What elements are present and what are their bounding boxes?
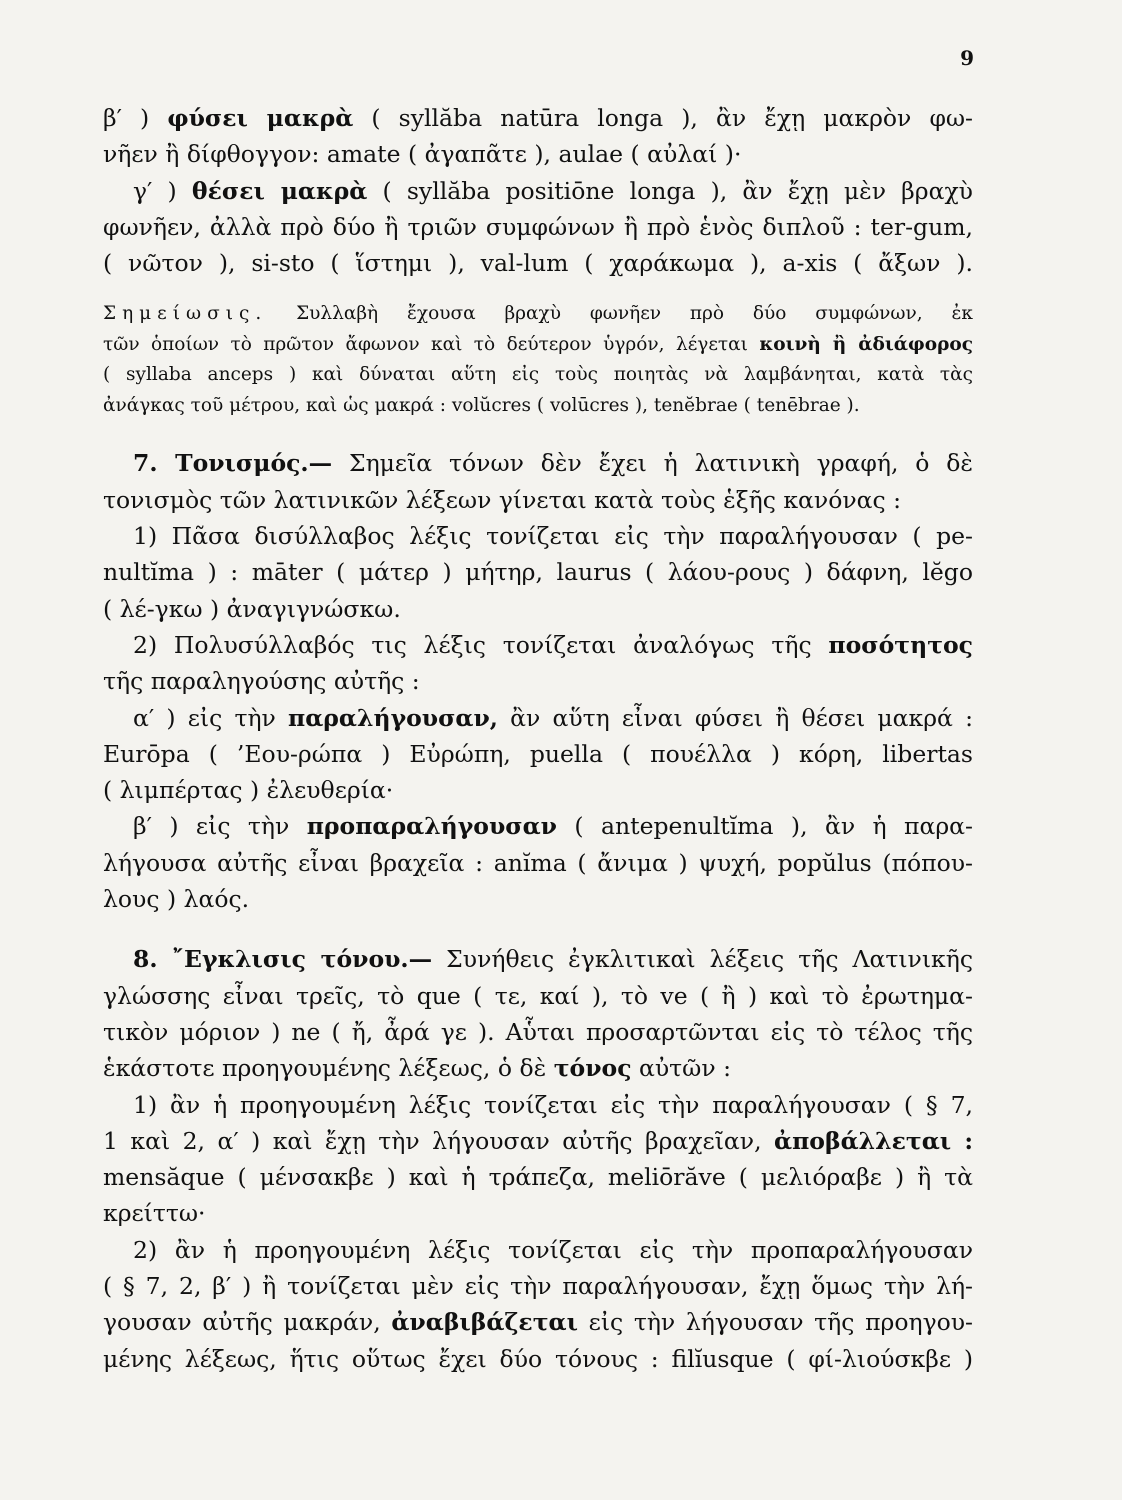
section-7-rule-1-line-1: 1) Πᾶσα δισύλλαβος λέξις τονίζεται εἰς τὴν παραλήγουσαν ( pe- [133,522,973,551]
para-gamma-line-2: φωνῆεν, ἀλλὰ πρὸ δύο ἢ τριῶν συμφώνων ἢ πρὸ ἑνὸς διπλοῦ : ter-gum, [103,212,973,241]
section-7-alpha-line-3: ( λιμπέρτας ) ἐλευθερία· [103,776,394,805]
page-body [103,100,973,1377]
section-7-line-2: τονισμὸς τῶν λατινικῶν λέξεων γίνεται κατὰ τοὺς ἑξῆς κανόνας : [103,485,902,514]
section-8-rule-1-line-2: 1 καὶ 2, α′ ) καὶ ἔχῃ τὴν λήγουσαν αὐτῆς βραχεῖαν, ἀποβάλλεται : [103,1126,973,1155]
para-beta-label: β′ ) [103,104,150,132]
section-7-term-posotitos: ποσότητος [828,630,973,659]
section-8-rule-1-line-4: κρείττω· [103,1199,206,1228]
para-beta-line-2: νῆεν ἢ δίφθογγον: amate ( ἀγαπᾶτε ), aulae ( αὐλαί )· [103,140,742,169]
section-8-term-apovalletai: ἀποβάλλεται : [774,1126,973,1155]
para-gamma-line-3: ( νῶτον ), si-sto ( ἵστημι ), val-lum ( χαράκωμα ), a-xis ( ἄξων ). [103,249,973,278]
note-line-2: τῶν ὁποίων τὸ πρῶτον ἄφωνον καὶ τὸ δεύτερον ὑγρόν, λέγεται κοινὴ ἢ ἀδιάφορος [103,333,973,355]
section-7-rule-1-line-3: ( λέ-γκω ) ἀναγιγνώσκω. [103,594,401,623]
page-number: 9 [960,46,974,70]
para-gamma-label: γ′ ) [133,176,177,205]
section-7-term-paralegousan: παραλήγουσαν, [288,703,498,732]
section-8-rule-2-line-3: γουσαν αὐτῆς μακράν, ἀναβιβάζεται εἰς τὴν λήγουσαν τῆς προηγου- [103,1308,973,1337]
section-7-heading: 7. Τονισμός.— [133,449,333,478]
section-8-rule-1-line-1: 1) ἂν ἡ προηγουμένη λέξις τονίζεται εἰς τὴν παραλήγουσαν ( § 7, [133,1090,973,1119]
section-8-line-1: 8. ῎Eγκλισις τόνου.— Συνήθεις ἐγκλιτικαὶ λέξεις τῆς Λατινικῆς [133,945,973,974]
section-8-rule-2-line-2: ( § 7, 2, β′ ) ἢ τονίζεται μὲν εἰς τὴν παραλήγουσαν, ἔχῃ ὅμως τὴν λή- [103,1272,973,1301]
section-7-alpha-line-2: Eurōpa ( ’Eου-ρώπα ) Εὐρώπη, puella ( πουέλλα ) κόρη, libertas [103,739,973,768]
section-7-rule-2-line-1: 2) Πολυσύλλαβός τις λέξις τονίζεται ἀναλόγως τῆς ποσότητος [133,630,973,659]
section-7-beta-line-1: β′ ) εἰς τὴν προπαραλήγουσαν ( antepenultĭma ), ἂν ἡ παρα- [133,812,973,841]
section-7-line-1: 7. Τονισμός.— Σημεῖα τόνων δὲν ἔχει ἡ λατινικὴ γραφή, ὁ δὲ [133,449,973,478]
para-beta-term: φύσει μακρὰ [167,104,354,132]
note-line-3: ( syllaba anceps ) καὶ δύναται αὕτη εἰς τοὺς ποιητὰς νὰ λαμβάνηται, κατὰ τὰς [103,364,973,386]
section-8-line-3: τικὸν μόριον ) ne ( ἤ, ἆρά γε ). Αὗται προσαρτῶνται εἰς τὸ τέλος τῆς [103,1017,973,1046]
section-8-line-4: ἑκάστοτε προηγουμένης λέξεως, ὁ δὲ τόνος αὐτῶν : [103,1054,731,1083]
para-gamma-line-1: γ′ ) θέσει μακρὰ ( syllăba positiōne longa ), ἂν ἔχῃ μὲν βραχὺ [133,176,973,205]
section-7-beta-line-3: λους ) λαός. [103,885,250,914]
section-7-beta-line-2: λήγουσα αὐτῆς εἶναι βραχεῖα : anĭma ( ἄνιμα ) ψυχή, popŭlus (πόπου- [103,848,973,877]
section-8-line-2: γλώσσης εἶναι τρεῖς, τὸ que ( τε, καί ), τὸ ve ( ἢ ) καὶ τὸ ἐρωτημα- [103,981,973,1010]
section-8-term-tonos: τόνος [553,1054,632,1083]
section-8-heading: 8. ῎Eγκλισις τόνου.— [133,945,433,974]
section-8-rule-2-line-4: μένης λέξεως, ἥτις οὕτως ἔχει δύο τόνους : filĭusque ( φί-λιούσκβε ) [103,1344,973,1373]
section-7-alpha-line-1: α′ ) εἰς τὴν παραλήγουσαν, ἂν αὕτη εἶναι φύσει ἢ θέσει μακρά : [133,703,973,732]
section-7-rule-1-line-2: nultĭma ) : māter ( μάτερ ) μήτηρ, laurus ( λάου-ρους ) δάφνη, lĕgo [103,558,973,587]
note-term: κοινὴ ἢ ἀδιάφορος [759,333,973,355]
para-beta-line-1: β′ ) φύσει μακρὰ ( syllăba natūra longa ), ἂν ἔχῃ μακρὸν φω- [103,104,973,132]
section-7-term-proparalegousan: προπαραλήγουσαν [306,812,557,841]
note-line-4: ἀνάγκας τοῦ μέτρου, καὶ ὡς μακρά : volŭcres ( volūcres ), tenĕbrae ( tenēbrae ). [103,394,860,416]
para-gamma-term: θέσει μακρὰ [191,176,368,205]
section-8-rule-1-line-3: mensăque ( μένσακβε ) καὶ ἡ τράπεζα, meliōrăve ( μελιόραβε ) ἢ τὰ [103,1163,973,1192]
section-8-rule-2-line-1: 2) ἂν ἡ προηγουμένη λέξις τονίζεται εἰς τὴν προπαραλήγουσαν [133,1235,973,1264]
section-8-term-anavivazetai: ἀναβιβάζεται [391,1308,578,1337]
section-7-rule-2-line-2: τῆς παραληγούσης αὐτῆς : [103,667,420,696]
note-block [103,299,973,421]
note-line-1: Σημείωσις. Συλλαβὴ ἔχουσα βραχὺ φωνῆεν πρὸ δύο συμφώνων, ἐκ [103,303,973,325]
note-label: Σημείωσις. [103,303,268,325]
